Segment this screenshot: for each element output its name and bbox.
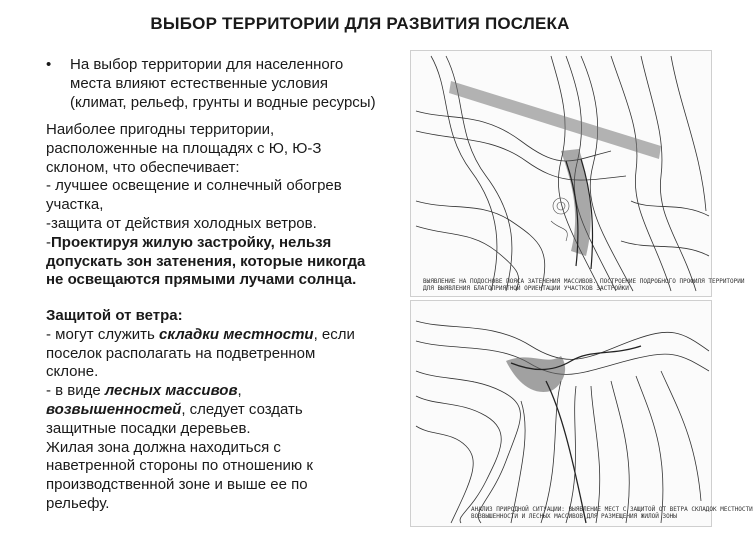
emphasis-text: лесных массивов xyxy=(104,382,238,400)
text-line xyxy=(46,401,391,420)
map-caption xyxy=(423,278,745,292)
text-run: , следует создать xyxy=(181,400,303,418)
text-line: производственной зоне и выше ее по xyxy=(46,476,308,494)
bullet-marker: • xyxy=(46,56,52,73)
text-line xyxy=(46,234,391,253)
caption-line: ДЛЯ ВЫЯВЛЕНИЯ БЛАГОПРИЯТНОЙ ОРИЕНТАЦИИ УЧАСТКОВ ЗАСТРОЙКИ xyxy=(423,285,629,292)
shade-band xyxy=(449,81,661,159)
text-run: - в виде xyxy=(46,382,105,400)
emphasis-text: складки местности xyxy=(159,325,314,343)
bullet-text xyxy=(70,55,410,112)
text-line xyxy=(46,326,391,345)
text-line: поселок располагать на подветренном xyxy=(46,344,316,362)
map-caption xyxy=(471,506,753,520)
wind-protection-paragraph xyxy=(46,307,391,514)
subheading: Защитой от ветра: xyxy=(46,307,183,324)
caption-line: АНАЛИЗ ПРИРОДНОЙ СИТУАЦИИ: ВЫЯВЛЕНИЕ МЕСТ С ЗАЩИТОЙ ОТ ВЕТРА СКЛАДОК МЕСТНОСТИ xyxy=(471,506,753,513)
caption-line: ВЫЯВЛЕНИЕ НА ПОДОСНОВЕ ПОЯСА ЗАТЕНЕНИЯ МАССИВОВ. ПОСТРОЕНИЕ ПОДРОБНОГО ПРОФИЛЯ ТЕРРИТОРИИ xyxy=(423,278,745,285)
bullet-line: (климат, рельеф, грунты и водные ресурсы) xyxy=(70,94,376,111)
text-line: склоне. xyxy=(46,363,99,381)
text-run: - могут служить xyxy=(46,325,160,343)
text-line: склоном, что обеспечивает: xyxy=(46,158,240,176)
emphasis-text: возвышенностей xyxy=(46,400,182,418)
text-line: - лучшее освещение и солнечный обогрев xyxy=(46,177,342,195)
bullet-line: места влияют естественные условия xyxy=(70,75,329,92)
text-line xyxy=(46,382,391,401)
text-line: рельефу. xyxy=(46,494,110,512)
text-line: Наиболее пригодны территории, xyxy=(46,121,275,138)
emphasis-text: Проектируя жилую застройку, нельзя xyxy=(51,233,332,251)
text-line: участка, xyxy=(46,196,104,214)
text-line: -защита от действия холодных ветров. xyxy=(46,214,317,232)
contour-map-drawing xyxy=(411,51,745,296)
dash: - xyxy=(46,233,51,251)
topographic-map-shading xyxy=(410,50,745,297)
text-run: , xyxy=(237,382,242,400)
emphasis-line: не освещаются прямыми лучами солнца. xyxy=(46,271,357,289)
text-line: расположенные на площадях с Ю, Ю-З xyxy=(46,139,322,157)
text-line: Жилая зона должна находиться с xyxy=(46,438,281,456)
bullet-line: На выбор территории для населенного xyxy=(70,56,344,73)
text-run: , если xyxy=(313,325,355,343)
caption-line: ВОЗВЫШЕННОСТИ И ЛЕСНЫХ МАССИВОВ ДЛЯ РАЗМЕЩЕНИЯ ЖИЛОЙ ЗОНЫ xyxy=(471,513,677,520)
topographic-map-wind xyxy=(410,300,753,527)
text-line: наветренной стороны по отношению к xyxy=(46,457,313,475)
sun-orientation-paragraph xyxy=(46,121,391,290)
slide-title: ВЫБОР ТЕРРИТОРИИ ДЛЯ РАЗВИТИЯ ПОСЛЕКА xyxy=(150,14,570,33)
contour-map-drawing xyxy=(411,301,753,526)
text-line: защитные посадки деревьев. xyxy=(46,419,251,437)
valley-area xyxy=(506,356,565,392)
emphasis-line: допускать зон затенения, которые никогда xyxy=(46,252,366,270)
